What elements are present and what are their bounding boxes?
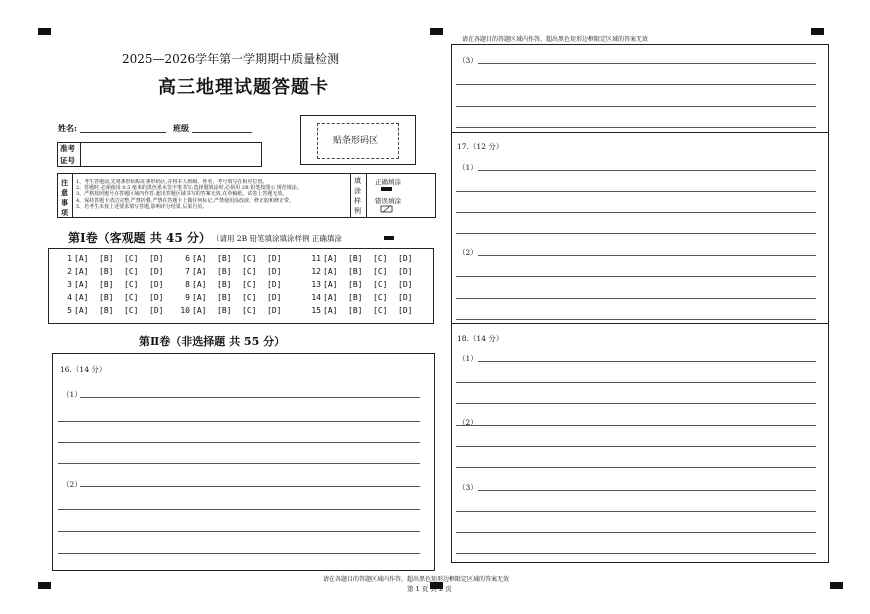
mc-option-bubble[interactable]: [B] — [348, 306, 363, 315]
answer-line[interactable] — [58, 442, 420, 443]
q17-sub2: （2） — [458, 248, 478, 257]
q17-title: 17.（12 分） — [457, 142, 504, 151]
exam-title: 高三地理试题答题卡 — [158, 77, 329, 98]
notes-list — [76, 179, 348, 210]
q18-separator — [451, 323, 829, 324]
fill-sample-divider-right — [366, 173, 367, 218]
right-header-note: 请在各题目的答题区域内作答，超出黑色矩形边框限定区域的答案无效 — [462, 36, 649, 43]
answer-line[interactable] — [478, 255, 816, 256]
mc-question-number: 5 — [67, 306, 72, 315]
answer-line[interactable] — [456, 191, 816, 192]
answer-line[interactable] — [58, 421, 420, 422]
mc-option-bubble[interactable]: [D] — [149, 254, 164, 263]
mc-option-bubble[interactable]: [D] — [398, 254, 413, 263]
mc-question-10 — [178, 306, 308, 316]
registration-mark-top-middle — [430, 28, 443, 35]
q18-sub1: （1） — [458, 354, 478, 363]
answer-line[interactable] — [456, 212, 816, 213]
mc-option-bubble[interactable]: [C] — [124, 280, 139, 289]
q18-sub2: （2） — [458, 418, 478, 427]
mc-option-bubble[interactable]: [B] — [99, 306, 114, 315]
mc-option-bubble[interactable]: [B] — [348, 267, 363, 276]
note-item: 5、若考生未按上述要求填写答题,影响评分结果,后果自负。 — [76, 203, 208, 210]
note-item: 3、严格按照题号在答题区域内作答,超出答题区域书写的答案无效,在草稿纸、试卷上答题无效。 — [76, 191, 288, 198]
mc-question-number: 7 — [185, 267, 190, 276]
mc-option-bubble[interactable]: [C] — [373, 267, 388, 276]
mc-option-bubble[interactable]: [A] — [192, 267, 207, 276]
mc-option-bubble[interactable]: [C] — [242, 280, 257, 289]
answer-line[interactable] — [456, 511, 816, 512]
mc-question-8 — [178, 280, 308, 290]
mc-option-bubble[interactable]: [D] — [267, 254, 282, 263]
mc-option-bubble[interactable]: [A] — [74, 306, 89, 315]
q18-sub3: （3） — [458, 483, 478, 492]
mc-option-bubble[interactable]: [C] — [242, 293, 257, 302]
mc-option-bubble[interactable]: [C] — [373, 293, 388, 302]
mc-option-bubble[interactable]: [D] — [149, 280, 164, 289]
mc-option-bubble[interactable]: [A] — [74, 293, 89, 302]
correct-fill-sample — [381, 187, 392, 191]
mc-option-bubble[interactable]: [D] — [267, 306, 282, 315]
mc-option-bubble[interactable]: [A] — [323, 280, 338, 289]
mc-option-bubble[interactable]: [A] — [323, 267, 338, 276]
mc-question-number: 8 — [185, 280, 190, 289]
mc-option-bubble[interactable]: [C] — [124, 254, 139, 263]
q16-sub1: （1） — [62, 390, 82, 399]
mc-option-bubble[interactable]: [A] — [74, 267, 89, 276]
q16-sub2: （2） — [62, 480, 82, 489]
fill-sample-divider-left — [350, 173, 351, 218]
mc-option-bubble[interactable]: [B] — [348, 280, 363, 289]
exam-year-line: 2025—2026学年第一学期期中质量检测 — [122, 52, 340, 66]
q17-separator — [451, 132, 829, 133]
note-item: 2、答题时,必须使用 0.5 毫米的黑色墨水签字笔书写;选择题填涂时,必须用 2B 铅笔按图示 规范填涂。 — [76, 185, 302, 192]
mc-option-bubble[interactable]: [D] — [398, 280, 413, 289]
q18-title: 18.（14 分） — [457, 334, 504, 343]
mc-option-bubble[interactable]: [C] — [242, 254, 257, 263]
answer-line[interactable] — [80, 486, 420, 487]
mc-option-bubble[interactable]: [B] — [348, 293, 363, 302]
class-label: 班级 — [173, 123, 189, 133]
mc-option-bubble[interactable]: [B] — [217, 306, 232, 315]
answer-line[interactable] — [456, 425, 816, 426]
answer-line[interactable] — [456, 233, 816, 234]
answer-line[interactable] — [456, 403, 816, 404]
answer-line[interactable] — [456, 298, 816, 299]
mc-option-bubble[interactable]: [A] — [192, 254, 207, 263]
mc-option-bubble[interactable]: [C] — [373, 280, 388, 289]
mc-question-6 — [178, 254, 308, 264]
mc-option-bubble[interactable]: [B] — [99, 280, 114, 289]
ticket-label-1: 准考 — [60, 144, 75, 153]
answer-line[interactable] — [58, 509, 420, 510]
mc-option-bubble[interactable]: [A] — [74, 280, 89, 289]
mc-option-bubble[interactable]: [C] — [373, 306, 388, 315]
answer-line[interactable] — [80, 397, 420, 398]
answer-line[interactable] — [478, 361, 816, 362]
answer-line[interactable] — [58, 553, 420, 554]
answer-line[interactable] — [456, 276, 816, 277]
answer-line[interactable] — [478, 63, 816, 64]
mc-question-number: 2 — [67, 267, 72, 276]
mc-option-bubble[interactable]: [D] — [398, 293, 413, 302]
mc-question-14 — [309, 293, 439, 303]
mc-question-11 — [309, 254, 439, 264]
mc-option-bubble[interactable]: [D] — [149, 293, 164, 302]
mc-question-number: 9 — [185, 293, 190, 302]
mc-option-bubble[interactable]: [A] — [192, 280, 207, 289]
mc-option-bubble[interactable]: [D] — [267, 280, 282, 289]
mc-question-5 — [60, 306, 190, 316]
note-item: 4、保持答题卡清洁完整,严禁折叠,严禁在答题卡上做任何标记,严禁使用涂改液、修正胶和修正带。 — [76, 197, 294, 204]
answer-line[interactable] — [478, 170, 816, 171]
mc-option-bubble[interactable]: [B] — [99, 293, 114, 302]
registration-mark-bottom-left — [38, 582, 51, 589]
mc-option-bubble[interactable]: [B] — [217, 280, 232, 289]
mc-question-13 — [309, 280, 439, 290]
mc-option-bubble[interactable]: [D] — [398, 306, 413, 315]
mc-question-15 — [309, 306, 439, 316]
answer-line[interactable] — [456, 319, 816, 320]
ticket-number-field[interactable] — [81, 143, 261, 166]
mc-question-3 — [60, 280, 190, 290]
mc-option-bubble[interactable]: [A] — [323, 293, 338, 302]
fill-sample-label: 填 涂 样 例 — [354, 177, 361, 215]
mc-option-bubble[interactable]: [C] — [124, 267, 139, 276]
q16-answer-area — [52, 353, 435, 571]
mc-option-bubble[interactable]: [D] — [149, 267, 164, 276]
mc-question-number: 14 — [311, 293, 321, 302]
answer-line[interactable] — [58, 531, 420, 532]
mc-question-4 — [60, 293, 190, 303]
mc-option-bubble[interactable]: [C] — [124, 293, 139, 302]
q17-sub1: （1） — [458, 163, 478, 172]
mc-option-bubble[interactable]: [C] — [124, 306, 139, 315]
barcode-label: 贴条形码区 — [333, 136, 379, 146]
mc-option-bubble[interactable]: [B] — [217, 267, 232, 276]
section1-hint: （请用 2B 铅笔填涂填涂样例 正确填涂 — [212, 234, 342, 243]
right-answer-area — [451, 44, 829, 563]
mc-option-bubble[interactable]: [B] — [217, 293, 232, 302]
mc-question-number: 1 — [67, 254, 72, 263]
name-label: 姓名: — [58, 123, 77, 133]
wrong-fill-sample-icon — [380, 205, 393, 213]
mc-option-bubble[interactable]: [A] — [192, 293, 207, 302]
name-field[interactable] — [80, 132, 166, 133]
mc-question-number: 10 — [180, 306, 190, 315]
page-number: 第 1 页 共 2 页 — [407, 585, 452, 593]
mc-option-bubble[interactable]: [A] — [323, 254, 338, 263]
mc-question-1 — [60, 254, 190, 264]
mc-question-7 — [178, 267, 308, 277]
answer-line[interactable] — [58, 463, 420, 464]
registration-mark-top-left — [38, 28, 51, 35]
mc-question-number: 11 — [311, 254, 321, 263]
mc-option-bubble[interactable]: [A] — [323, 306, 338, 315]
mc-option-bubble[interactable]: [D] — [398, 267, 413, 276]
q15-sub3: （3） — [458, 56, 478, 65]
q16-title: 16.（14 分） — [60, 365, 107, 374]
mc-option-bubble[interactable]: [B] — [99, 254, 114, 263]
mc-option-bubble[interactable]: [D] — [267, 267, 282, 276]
answer-line[interactable] — [456, 127, 816, 128]
mc-option-bubble[interactable]: [D] — [267, 293, 282, 302]
mc-option-bubble[interactable]: [C] — [373, 254, 388, 263]
mc-option-bubble[interactable]: [C] — [242, 306, 257, 315]
mc-question-9 — [178, 293, 308, 303]
registration-mark-top-right — [811, 28, 824, 35]
registration-mark-bottom-right — [830, 582, 843, 589]
mc-option-bubble[interactable]: [B] — [217, 254, 232, 263]
answer-line[interactable] — [456, 84, 816, 85]
answer-line[interactable] — [456, 446, 816, 447]
note-item: 1、考生答题前,先将条形码贴在条形码区,并将本人班级、姓名、考号填写在相应位置。 — [76, 179, 268, 185]
mc-question-2 — [60, 267, 190, 277]
answer-line[interactable] — [456, 532, 816, 533]
answer-line[interactable] — [456, 553, 816, 554]
answer-line[interactable] — [478, 490, 816, 491]
mc-option-bubble[interactable]: [B] — [348, 254, 363, 263]
mc-question-12 — [309, 267, 439, 277]
mc-question-number: 6 — [185, 254, 190, 263]
mc-option-bubble[interactable]: [B] — [99, 267, 114, 276]
footer-note: 请在各题目的答题区域内作答，超出黑色矩形边框限定区域的答案无效 — [323, 576, 510, 583]
mc-option-bubble[interactable]: [C] — [242, 267, 257, 276]
mc-question-number: 13 — [311, 280, 321, 289]
mc-option-bubble[interactable]: [A] — [192, 306, 207, 315]
notes-divider — [72, 173, 73, 218]
section1-correct-fill-sample — [384, 236, 394, 240]
answer-line[interactable] — [456, 467, 816, 468]
notes-label: 注 意 事 项 — [61, 178, 68, 217]
answer-line[interactable] — [456, 382, 816, 383]
class-field[interactable] — [192, 132, 252, 133]
section2-title: 第Ⅱ卷（非选择题 共 55 分） — [139, 335, 286, 348]
correct-fill-label: 正确填涂 — [375, 178, 401, 186]
answer-line[interactable] — [456, 106, 816, 107]
ticket-label-2: 证号 — [60, 156, 75, 165]
mc-question-number: 15 — [311, 306, 321, 315]
wrong-fill-label: 错误填涂 — [375, 197, 401, 205]
section1-title: 第Ⅰ卷（客观题 共 45 分） — [68, 231, 211, 245]
mc-question-number: 3 — [67, 280, 72, 289]
mc-question-number: 4 — [67, 293, 72, 302]
mc-question-number: 12 — [311, 267, 321, 276]
mc-option-bubble[interactable]: [A] — [74, 254, 89, 263]
mc-option-bubble[interactable]: [D] — [149, 306, 164, 315]
